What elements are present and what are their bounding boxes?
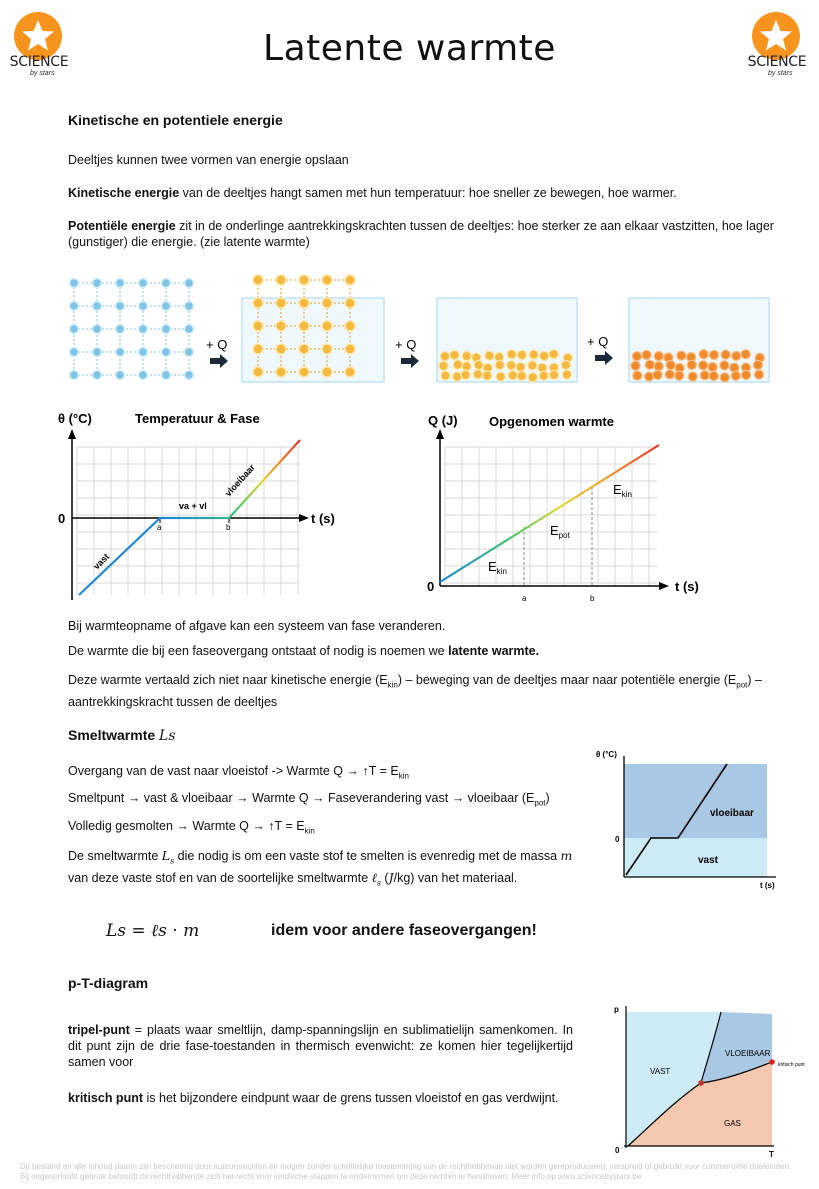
chart1-xlabel: t (s) (311, 511, 335, 526)
chart4-label-gas: GAS (724, 1119, 741, 1128)
kin-paragraph (68, 185, 788, 201)
chart4-ylabel: p (614, 1005, 619, 1014)
chart2-mark-a: a (522, 594, 527, 603)
melt-line-1: Overgang van de vast naar vloeistof -> Warmte Q → ↑T = $E_{kin}$ (68, 764, 409, 781)
tripel-paragraph: tripel-punt = plaats waar smeltlijn, damp-spanningslijn en sublimatielijn samenkomen. In dit punt zijn de drie fase-toestanden in thermisch evenwicht: ze komen hier tegelijkertijd samen voor (68, 1023, 573, 1069)
energy-conversion-text: Deze warmte vertaald zich niet naar kinetische energie $(E_{kin})$ – beweging van de deeltjes maar naar potentiële energie $(E_{pot})$ – aantrekkingskracht tussen de deeltjes (68, 673, 762, 709)
chart2-title: Opgenomen warmte (489, 414, 614, 429)
chart2-mark-b: b (590, 594, 595, 603)
chart4-label-vast: VAST (650, 1067, 671, 1076)
arrow-icon (587, 334, 613, 365)
section-heading-pt: p-T-diagram (68, 975, 149, 991)
chart2-ylabel: Q (J) (428, 413, 458, 428)
svg-text:+ Q: + Q (206, 337, 228, 352)
arrow-icon (206, 337, 228, 368)
melt-formula: Ls = ℓs · m (106, 921, 200, 941)
melt-line-2: Smeltpunt → vast & vloeibaar → Warmte Q → Faseverandering vast → vloeibaar $(E_{pot})$ (68, 791, 550, 808)
chart1-ylabel: θ (°C) (58, 411, 92, 426)
page-title: Latente warmte (263, 28, 556, 69)
chart3-label-vast: vast (698, 855, 719, 866)
container-hot-liquid (629, 298, 769, 382)
logo-text: SCIENCE (747, 54, 807, 70)
chart1-zero: 0 (58, 511, 66, 526)
section-heading-melt: Smeltwarmte Ls (68, 727, 176, 744)
chart4-xlabel: T (769, 1150, 774, 1159)
svg-text:+ Q: + Q (587, 334, 609, 349)
chart4-label-vloeibaar: VLOEIBAAR (725, 1049, 771, 1058)
chart2-ekin2: $E_{kin}$ (613, 482, 632, 499)
copyright-footer: Dit bestand en alle inhoud daarin zijn beschermd door auteursrechten en mogen zonder schriftelijke toestemming van de rechthebbende niet worden gereproduceerd, verspreid of gebruikt voor commerciële doeleinden. Bij ongeoorloofd gebruik behoudt de rechthebbende zich het recht voor juridische stappen te ondernemen om deze rechten te handhaven. Meer info op www.sciencebystars.be (20, 1162, 792, 1181)
solid-lattice (70, 279, 194, 380)
chart3-label-vloeibaar: vloeibaar (710, 808, 754, 819)
critical-point (769, 1059, 775, 1065)
chart1-label-vavl: va + vl (179, 501, 207, 511)
section-heading-energy: Kinetische en potentiele energie (68, 112, 283, 128)
chart-temperature-phase (55, 405, 355, 605)
chart1-mark-a: a (157, 523, 162, 532)
tripel-point (698, 1080, 704, 1086)
chart1-mark-b: b (226, 523, 231, 532)
pot-term: Potentiële energie (68, 219, 176, 233)
melt-line-3: Volledig gesmolten → Warmte Q → ↑T = $E_{kin}$ (68, 819, 315, 836)
chart2-ekin1: $E_{kin}$ (488, 559, 507, 576)
arrow-icon (395, 337, 419, 368)
logo-text: SCIENCE (9, 54, 69, 70)
chart-pt-diagram (606, 1000, 816, 1160)
chart4-zero: 0 (615, 1146, 620, 1155)
chart4-label-kritisch: kritisch punt (778, 1062, 805, 1068)
chart-absorbed-heat (425, 405, 725, 605)
melt-paragraph: De smeltwarmte $L_s$ die nodig is om een vaste stof te smelten is evenredig met de massa m van deze vaste stof en van de soortelijke smeltwarmte ℓ$_s$ (J/kg) van het materiaal. (68, 848, 573, 887)
pot-text: zit in de onderlinge aantrekkingskrachten tussen de deeltjes: hoe sterker ze aan elkaar vastzitten, hoe lager (gunstiger) die energie. (zie latente warmte) (68, 219, 774, 249)
chart2-xlabel: t (s) (675, 579, 699, 594)
kritisch-paragraph: kritisch punt is het bijzondere eindpunt waar de grens tussen vloeistof en gas verdwijnt. (68, 1091, 559, 1105)
chart2-zero: 0 (427, 579, 435, 594)
pot-paragraph (68, 218, 788, 250)
chart3-xlabel: t (s) (760, 881, 775, 890)
particle-illustration (60, 270, 780, 388)
latent-heat-text: De warmte die bij een faseovergang ontstaat of nodig is noemen we latente warmte. (68, 644, 540, 658)
chart1-label-vast: vast (91, 551, 112, 572)
chart3-ylabel: θ (°C) (596, 750, 617, 759)
kin-text: van de deeltjes hangt samen met hun temperatuur: hoe sneller ze bewegen, hoe warmer. (179, 186, 677, 200)
container-heated-solid (242, 275, 384, 382)
chart2-curve (440, 445, 659, 582)
chart3-zero: 0 (615, 835, 620, 844)
chart2-epot: $E_{pot}$ (550, 523, 570, 540)
logo-sub: by stars (30, 70, 55, 77)
logo-sub: by stars (768, 70, 793, 77)
intro-text: Deeltjes kunnen twee vormen van energie opslaan (68, 153, 349, 167)
phase-change-text: Bij warmteopname of afgave kan een systeem van fase veranderen. (68, 619, 446, 633)
kin-term: Kinetische energie (68, 186, 180, 200)
chart-melt-phases (590, 742, 790, 894)
svg-text:+ Q: + Q (395, 337, 417, 352)
container-liquid (437, 298, 577, 382)
chart1-title: Temperatuur & Fase (135, 411, 260, 426)
idem-note: idem voor andere faseovergangen! (271, 922, 537, 939)
chart1-label-vloeibaar: vloeibaar (223, 462, 257, 499)
